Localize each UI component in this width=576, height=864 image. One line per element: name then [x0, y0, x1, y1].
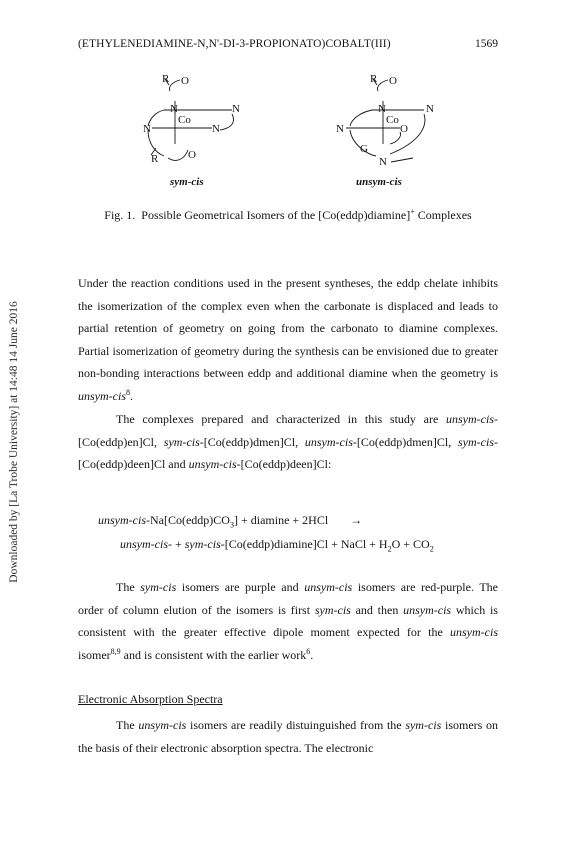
download-watermark	[0, 0, 28, 864]
svg-text:Co: Co	[178, 114, 191, 126]
section-heading: Electronic Absorption Spectra	[78, 692, 223, 706]
reference-8-9: 8,9	[110, 646, 121, 656]
text-run: isomers are red-purple. The order of column elution of the isomers is first	[78, 580, 498, 617]
italic-run: unsym-cis	[304, 434, 353, 449]
running-header	[78, 38, 498, 54]
svg-text:N: N	[143, 123, 151, 135]
svg-text:O: O	[389, 75, 397, 87]
text-run: -[Co(eddp)dmen]Cl,	[199, 434, 305, 449]
paragraph-1-end: .	[130, 388, 133, 403]
subscript: 2	[429, 544, 434, 554]
text-run: -Na[Co(eddp)CO	[146, 513, 230, 527]
text-run: and then	[350, 602, 404, 617]
equation-line-1	[98, 513, 362, 528]
svg-text:N: N	[378, 103, 386, 115]
text-run: isomers on the basis of their electronic absorption spectra. The electronic	[78, 718, 498, 755]
text-run: O + CO	[391, 537, 430, 551]
text-run: The complexes prepared and characterized in this study are	[116, 412, 447, 426]
svg-text:N: N	[232, 103, 240, 115]
svg-text:G: G	[360, 143, 368, 155]
sym-cis-structure	[143, 73, 240, 165]
text-run: .	[310, 647, 314, 662]
text-run: The	[116, 718, 139, 732]
paragraph-1-text: Under the reaction conditions used in the present syntheses, the eddp chelate inhibits the isomerization of the complex even when the carbonate is displaced and leads to partial retention of geometry on going from the carbonato to diamine complexes. Partial isomerization of geometry during the synthesis can be envisioned due to greater non-bonding interactions between eddp and additional diamine when the geometry is	[78, 276, 498, 381]
subscript: 3	[229, 520, 234, 530]
italic-run: sym-cis	[163, 434, 200, 449]
reference-6: 6	[306, 646, 311, 656]
italic-run: unsym-cis	[188, 457, 237, 472]
italic-run: unsym-cis	[98, 513, 146, 527]
paragraph-spectra	[78, 714, 498, 759]
page-number: 1569	[475, 38, 498, 50]
italic-run: sym-cis	[314, 602, 351, 617]
reaction-arrow: →	[350, 513, 363, 527]
italic-run: sym-cis	[140, 580, 177, 594]
svg-text:O: O	[188, 149, 196, 161]
figure-caption	[78, 208, 498, 223]
figure-caption-tail: Complexes	[414, 208, 472, 222]
paragraph-elution	[78, 576, 498, 666]
text-run: which is consistent with the greater effective dipole moment expected for the	[78, 602, 498, 640]
text-run: isomers are purple and	[176, 580, 305, 594]
unsym-cis-label: unsym-cis	[356, 176, 402, 188]
reference-8: 8	[126, 387, 130, 397]
svg-text:N: N	[379, 156, 387, 168]
svg-text:N: N	[426, 103, 434, 115]
figure-caption-text: Possible Geometrical Isomers of the [Co(eddp)diamine]	[141, 208, 411, 222]
text-run: and is consistent with the earlier work	[120, 647, 307, 662]
text-run: The	[116, 580, 141, 594]
italic-run: unsym-cis	[403, 602, 452, 617]
italic-run: sym-cis	[458, 434, 494, 449]
italic-run: unsym-cis-	[120, 537, 172, 551]
svg-text:N: N	[212, 123, 220, 135]
figure-caption-prefix: Fig. 1.	[104, 208, 136, 222]
text-run: [Co(eddp)en]Cl,	[78, 434, 164, 449]
paragraph-1-italic: unsym-cis	[78, 388, 126, 403]
text-run: +	[171, 537, 185, 551]
text-run: -[Co(eddp)dmen]Cl,	[352, 434, 458, 449]
subscript: 2	[387, 544, 392, 554]
svg-text:N: N	[170, 103, 178, 115]
svg-text:R: R	[151, 153, 159, 165]
paragraph-complexes	[78, 408, 498, 476]
italic-run: unsym-cis-	[446, 412, 498, 426]
italic-run: unsym-cis	[304, 580, 353, 594]
text-run: isomers are readily distuinguished from the	[186, 718, 406, 732]
italic-run: sym-cis	[405, 718, 442, 732]
running-title: (ETHYLENEDIAMINE-N,N'-DI-3-PROPIONATO)COBALT(III)	[78, 38, 391, 50]
unsym-cis-structure	[336, 73, 434, 168]
italic-run: unsym-cis	[138, 718, 187, 732]
svg-text:O: O	[181, 75, 189, 87]
italic-run: unsym-cis	[450, 625, 498, 640]
figure-isomers	[128, 70, 448, 198]
text-run: ] + diamine + 2HCl	[233, 513, 329, 527]
text-run: -[Co(eddp)deen]Cl:	[236, 457, 332, 472]
text-run: -[Co(eddp)deen]Cl and	[78, 434, 498, 472]
figure-caption-charge: +	[410, 207, 415, 216]
svg-text:O: O	[400, 123, 408, 135]
equation-line-2	[120, 537, 434, 552]
italic-run: sym-cis	[184, 537, 221, 551]
text-run: isomer	[78, 647, 111, 662]
svg-text:R: R	[370, 73, 378, 85]
download-stamp-text: Downloaded by [La Trobe University] at 14:48 14 June 2016	[8, 301, 20, 583]
sym-cis-label: sym-cis	[170, 176, 204, 188]
svg-text:N: N	[336, 123, 344, 135]
paragraph-isomerization	[78, 272, 498, 408]
text-run: -[Co(eddp)diamine]Cl + NaCl + H	[220, 537, 388, 551]
svg-text:Co: Co	[386, 114, 399, 126]
svg-text:R: R	[162, 73, 170, 85]
